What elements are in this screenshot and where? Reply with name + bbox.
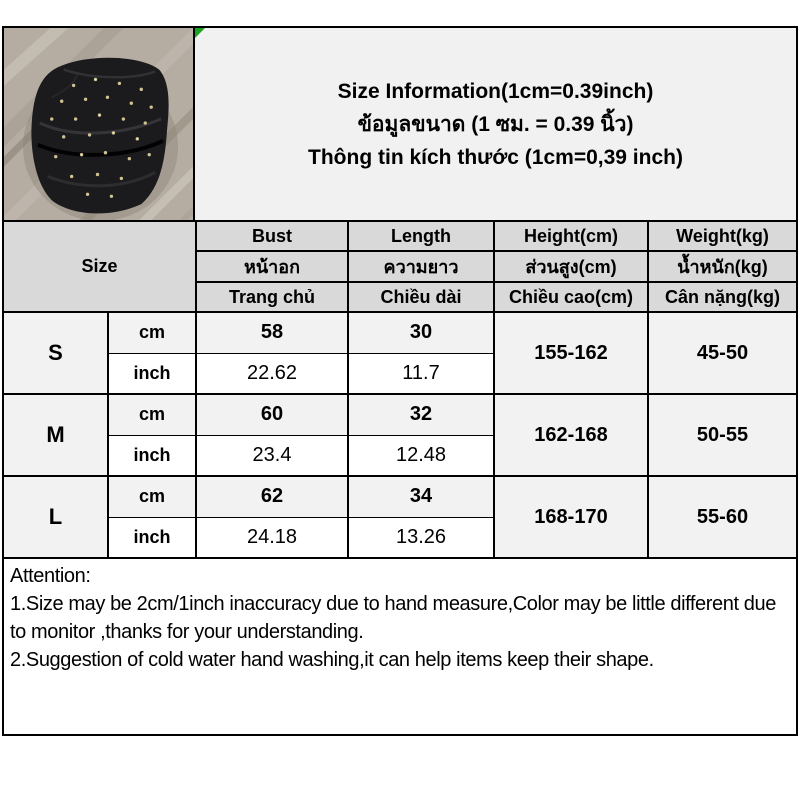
l-weight: 55-60 xyxy=(648,476,797,558)
col-bust-vi: Trang chủ xyxy=(196,282,348,312)
row-l-cm xyxy=(3,476,797,517)
col-bust-en: Bust xyxy=(196,221,348,251)
title-english: Size Information(1cm=0.39inch) xyxy=(337,79,654,103)
s-length-inch: 11.7 xyxy=(348,353,494,394)
col-height-th: ส่วนสูง(cm) xyxy=(494,251,648,282)
size-label-l: L xyxy=(3,476,108,558)
col-weight-th: น้ำหนัก(kg) xyxy=(648,251,797,282)
col-weight-en: Weight(kg) xyxy=(648,221,797,251)
size-label-s: S xyxy=(3,312,108,394)
attention-heading: Attention: xyxy=(10,565,91,587)
l-height: 168-170 xyxy=(494,476,648,558)
sheet-content xyxy=(2,26,798,736)
col-length-vi: Chiều dài xyxy=(348,282,494,312)
unit-cm: cm xyxy=(108,312,196,353)
col-length-en: Length xyxy=(348,221,494,251)
unit-inch: inch xyxy=(108,435,196,476)
attention-line-2: 2.Suggestion of cold water hand washing,it can help items keep their shape. xyxy=(10,649,654,671)
m-bust-cm: 60 xyxy=(196,394,348,435)
product-photo xyxy=(4,28,195,220)
top-row xyxy=(2,26,798,220)
unit-inch: inch xyxy=(108,517,196,558)
title-thai: ข้อมูลขนาด (1 ซม. = 0.39 นิ้ว) xyxy=(357,112,634,136)
title-vietnamese: Thông tin kích thước (1cm=0,39 inch) xyxy=(308,145,683,169)
m-length-cm: 32 xyxy=(348,394,494,435)
attention-box xyxy=(2,559,798,736)
l-length-cm: 34 xyxy=(348,476,494,517)
col-weight-vi: Cân nặng(kg) xyxy=(648,282,797,312)
unit-inch: inch xyxy=(108,353,196,394)
row-m-cm xyxy=(3,394,797,435)
m-length-inch: 12.48 xyxy=(348,435,494,476)
attention-line-1: 1.Size may be 2cm/1inch inaccuracy due to hand measure,Color may be little different due to monitor ,thanks for your understanding. xyxy=(10,593,776,643)
title-cell xyxy=(195,28,796,220)
header-row-english xyxy=(3,221,797,251)
excel-corner-marker-icon xyxy=(195,28,205,38)
m-height: 162-168 xyxy=(494,394,648,476)
l-bust-inch: 24.18 xyxy=(196,517,348,558)
s-height: 155-162 xyxy=(494,312,648,394)
product-photo-illustration xyxy=(4,28,193,220)
l-length-inch: 13.26 xyxy=(348,517,494,558)
col-height-en: Height(cm) xyxy=(494,221,648,251)
s-weight: 45-50 xyxy=(648,312,797,394)
size-header-cell: Size xyxy=(3,221,196,312)
s-length-cm: 30 xyxy=(348,312,494,353)
col-height-vi: Chiều cao(cm) xyxy=(494,282,648,312)
size-table xyxy=(2,220,798,559)
unit-cm: cm xyxy=(108,394,196,435)
unit-cm: cm xyxy=(108,476,196,517)
s-bust-cm: 58 xyxy=(196,312,348,353)
m-bust-inch: 23.4 xyxy=(196,435,348,476)
col-length-th: ความยาว xyxy=(348,251,494,282)
s-bust-inch: 22.62 xyxy=(196,353,348,394)
col-bust-th: หน้าอก xyxy=(196,251,348,282)
l-bust-cm: 62 xyxy=(196,476,348,517)
size-label-m: M xyxy=(3,394,108,476)
m-weight: 50-55 xyxy=(648,394,797,476)
row-s-cm xyxy=(3,312,797,353)
